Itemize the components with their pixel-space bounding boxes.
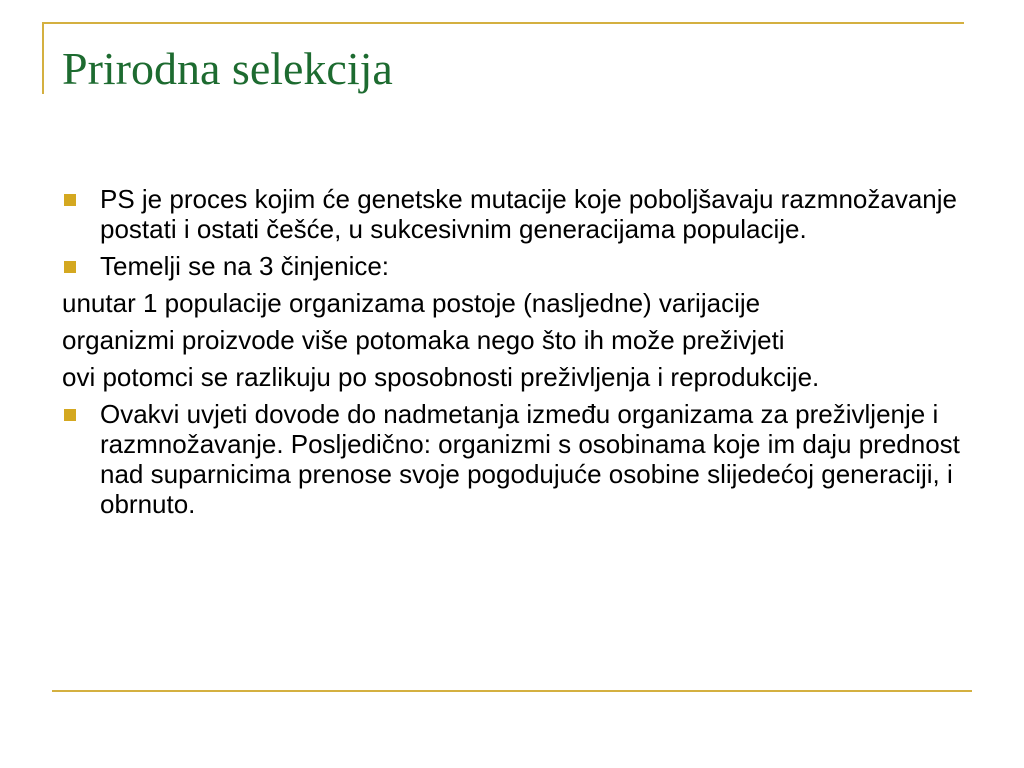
fact-line: ovi potomci se razlikuju po sposobnosti preživljenja i reprodukcije. <box>62 362 820 392</box>
fact-line: organizmi proizvode više potomaka nego što ih može preživjeti <box>62 325 785 355</box>
frame-left-line <box>42 22 44 94</box>
square-bullet-icon <box>64 261 76 273</box>
bullet-item <box>62 399 972 519</box>
slide-title: Prirodna selekcija <box>62 43 393 94</box>
frame-top-line <box>42 22 964 24</box>
fact-line: unutar 1 populacije organizama postoje (nasljedne) varijacije <box>62 288 761 318</box>
bullet-text: PS je proces kojim će genetske mutacije koje poboljšavaju razmnožavanje postati i ostati češće, u sukcesivnim generacijama populacije. <box>100 184 957 244</box>
bullet-text: Temelji se na 3 činjenice: <box>100 251 390 281</box>
bullet-text: Ovakvi uvjeti dovode do nadmetanja između organizama za preživljenje i razmnožavanje. Posljedično: organizmi s osobinama koje im daju prednost nad suparnicima prenose svoje pogodujuće osobine slijedećoj generaciji, i obrnuto. <box>100 399 960 519</box>
bullet-item <box>62 251 972 281</box>
square-bullet-icon <box>64 194 76 206</box>
square-bullet-icon <box>64 409 76 421</box>
frame-bottom-line <box>52 690 972 692</box>
slide-body <box>62 184 972 526</box>
bullet-item <box>62 184 972 244</box>
